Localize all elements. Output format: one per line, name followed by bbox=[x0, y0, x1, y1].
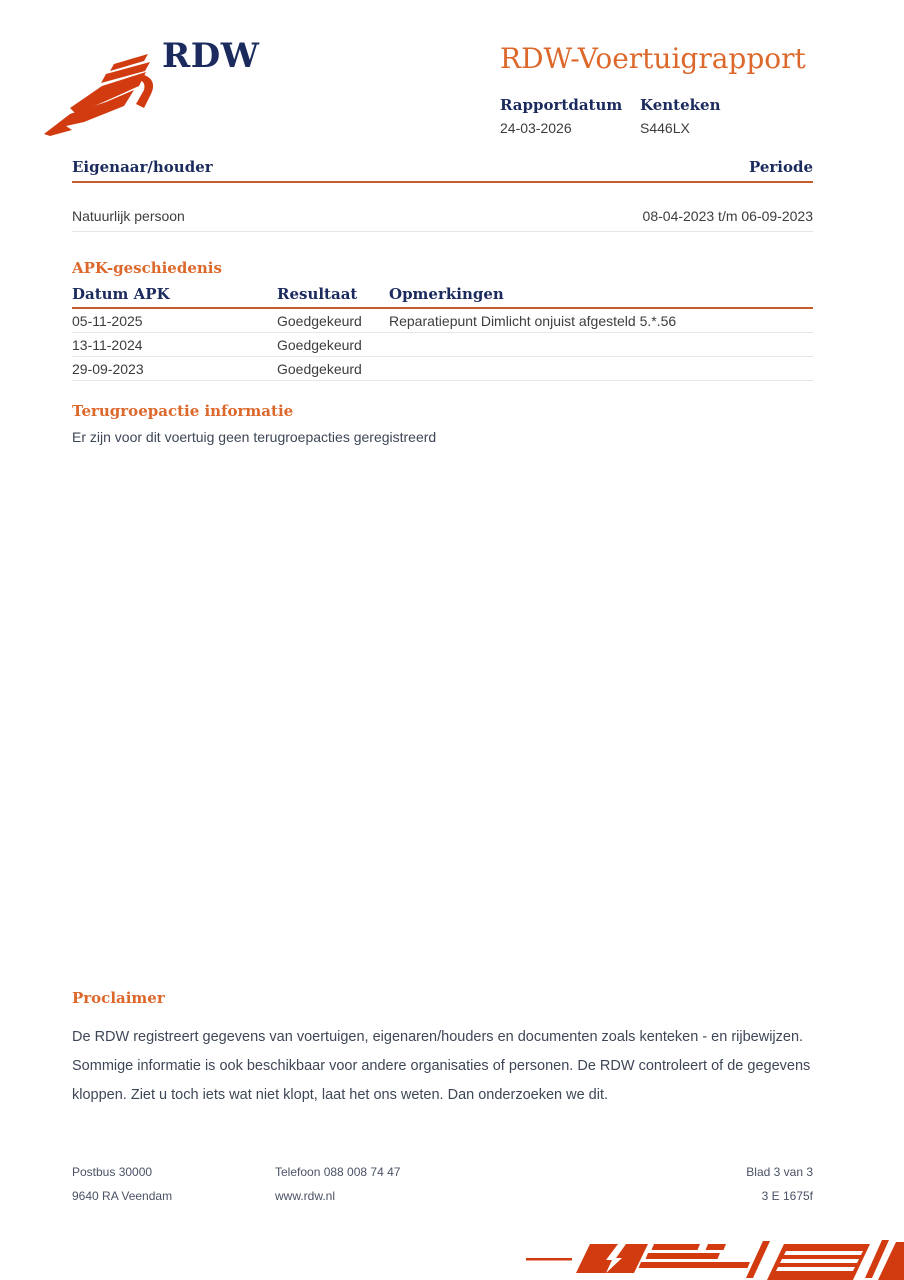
footer-doc-code: 3 E 1675f bbox=[761, 1189, 813, 1203]
owner-row-divider bbox=[72, 231, 813, 232]
period-label: Periode bbox=[748, 158, 813, 176]
license-plate-label: Kenteken bbox=[640, 96, 721, 114]
report-meta bbox=[500, 96, 720, 136]
page-title: RDW-Voertuigrapport bbox=[500, 42, 806, 75]
apk-row-datum: 13-11-2024 bbox=[72, 337, 143, 353]
license-plate-value: S446LX bbox=[640, 120, 690, 136]
apk-col-opmerkingen: Opmerkingen bbox=[389, 285, 504, 303]
page-footer bbox=[72, 1166, 813, 1214]
footer-website: www.rdw.nl bbox=[275, 1189, 336, 1203]
recall-section bbox=[72, 402, 813, 445]
proclaimer-section bbox=[72, 989, 813, 1110]
footer-city: 9640 RA Veendam bbox=[72, 1189, 173, 1203]
footer-page-info bbox=[746, 1166, 813, 1214]
recall-text: Er zijn voor dit voertuig geen terugroepacties geregistreerd bbox=[72, 429, 437, 445]
owner-name: Natuurlijk persoon bbox=[72, 208, 185, 224]
apk-row-opmerkingen bbox=[389, 361, 813, 377]
report-date-label: Rapportdatum bbox=[500, 96, 623, 114]
footer-phone: Telefoon 088 008 74 47 bbox=[275, 1165, 401, 1179]
recall-section-title: Terugroepactie informatie bbox=[72, 402, 294, 420]
apk-row-resultaat: Goedgekeurd bbox=[277, 313, 362, 329]
footer-page-indicator: Blad 3 van 3 bbox=[746, 1165, 813, 1179]
apk-col-resultaat: Resultaat bbox=[277, 285, 358, 303]
footer-address bbox=[72, 1166, 275, 1214]
report-date-value: 24-03-2026 bbox=[500, 120, 572, 136]
rdw-flag-icon bbox=[36, 52, 164, 138]
owner-section-title: Eigenaar/houder bbox=[72, 158, 213, 176]
apk-row-opmerkingen: Reparatiepunt Dimlicht onjuist afgesteld 5.*.56 bbox=[389, 313, 677, 329]
license-plate-block bbox=[640, 96, 720, 136]
footer-contact bbox=[275, 1166, 746, 1214]
apk-row-resultaat: Goedgekeurd bbox=[277, 337, 362, 353]
owner-section bbox=[72, 158, 813, 232]
apk-row-opmerkingen bbox=[389, 337, 813, 353]
proclaimer-title: Proclaimer bbox=[72, 989, 165, 1007]
apk-row-datum: 05-11-2025 bbox=[72, 313, 143, 329]
apk-table-row bbox=[72, 333, 813, 357]
apk-table-header bbox=[72, 285, 813, 303]
apk-row-datum: 29-09-2023 bbox=[72, 361, 144, 377]
apk-table-row bbox=[72, 357, 813, 381]
period-value: 08-04-2023 t/m 06-09-2023 bbox=[642, 208, 813, 224]
apk-row-resultaat: Goedgekeurd bbox=[277, 361, 362, 377]
report-date-block bbox=[500, 96, 640, 136]
speed-stripes-graphic bbox=[520, 1238, 904, 1280]
owner-divider bbox=[72, 181, 813, 183]
apk-section-title: APK-geschiedenis bbox=[72, 259, 222, 277]
rdw-logo-text: RDW bbox=[162, 36, 260, 76]
proclaimer-text: De RDW registreert gegevens van voertuigen, eigenaren/houders en documenten zoals kenteken - en rijbewijzen. Sommige informatie is ook beschikbaar voor andere organisaties of personen. De RDW controleert of de gegevens kloppen. Ziet u toch iets wat niet klopt, laat het ons weten. Dan onderzoeken we dit. bbox=[72, 1029, 811, 1103]
apk-history-section bbox=[72, 259, 813, 381]
apk-table-row bbox=[72, 309, 813, 333]
apk-col-datum: Datum APK bbox=[72, 285, 170, 303]
footer-postbus: Postbus 30000 bbox=[72, 1165, 153, 1179]
